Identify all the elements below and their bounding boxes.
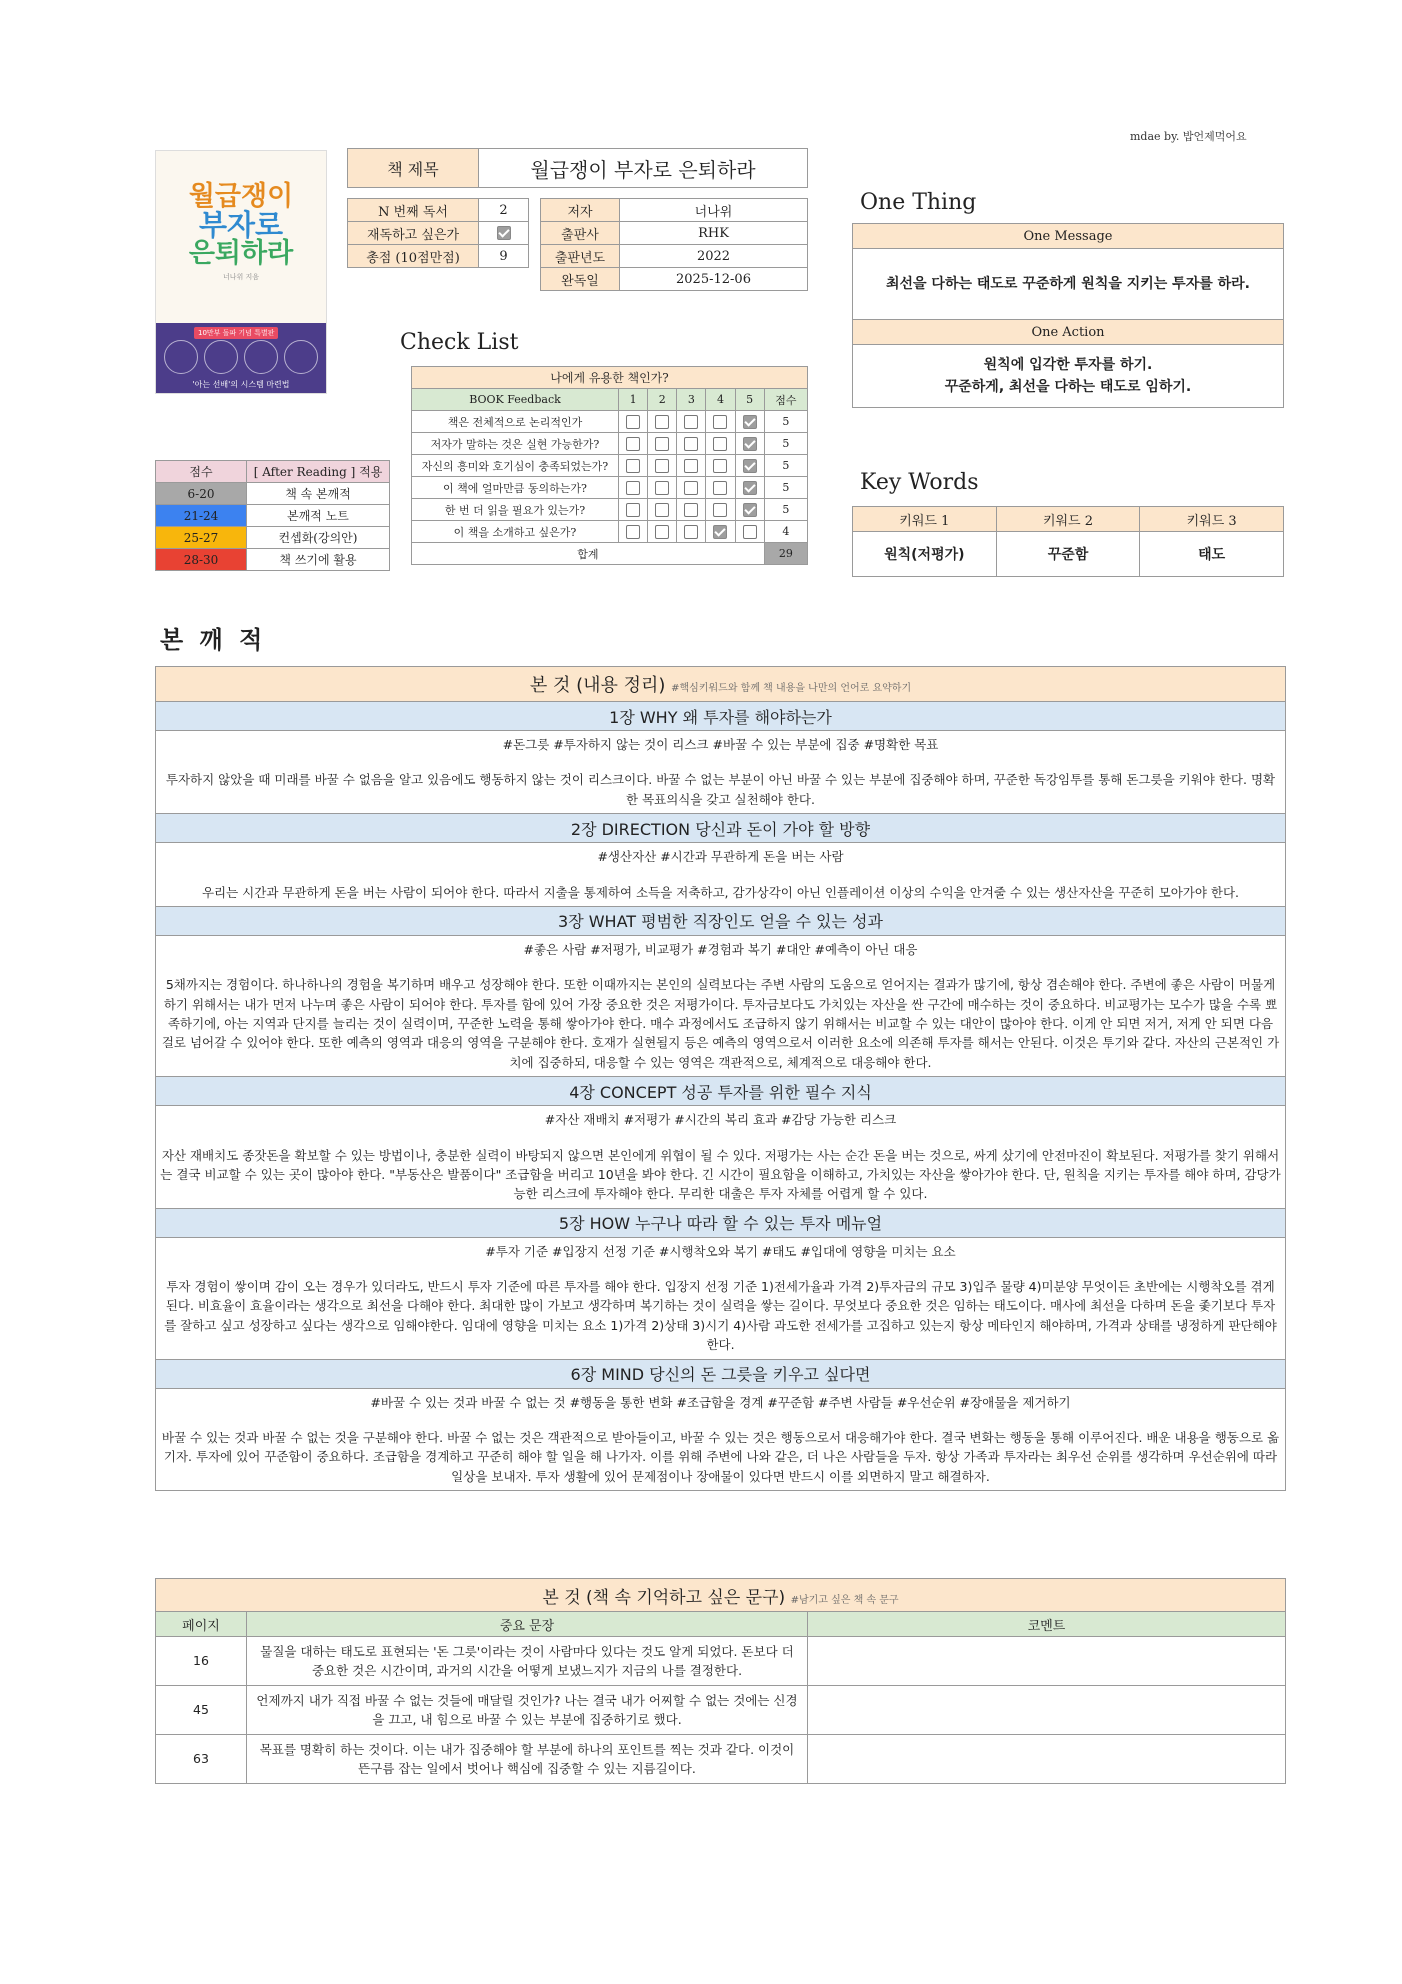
feedback-checkbox[interactable]	[713, 459, 727, 473]
cover-title-line1: 월급쟁이	[188, 181, 294, 212]
legend-row	[156, 527, 390, 549]
one-message-value: 최선을 다하는 태도로 꾸준하게 원칙을 지키는 투자를 하라.	[853, 249, 1284, 320]
legend-row	[156, 505, 390, 527]
feedback-checkbox[interactable]	[684, 481, 698, 495]
summary-subtitle: #핵심키워드와 함께 책 내용을 나만의 언어로 요약하기	[671, 683, 912, 694]
check-score: 5	[764, 499, 807, 521]
keyword-2-value: 꾸준함	[996, 532, 1140, 577]
quote-comment[interactable]	[808, 1735, 1286, 1784]
feedback-checkbox[interactable]	[743, 503, 757, 517]
check-row	[412, 455, 808, 477]
cover-title-line2: 부자로	[198, 207, 284, 242]
check-cell	[677, 499, 706, 521]
check-cell	[619, 521, 648, 543]
check-cell	[706, 477, 735, 499]
check-question: 자신의 흥미와 호기심이 충족되었는가?	[412, 455, 619, 477]
check-total-value: 29	[764, 543, 807, 565]
quotes-col-comment: 코멘트	[808, 1612, 1286, 1637]
check-cell	[677, 433, 706, 455]
chapter-tags: #좋은 사람 #저평가, 비교평가 #경험과 복기 #대안 #예측이 아닌 대응	[523, 941, 918, 957]
check-cell	[706, 433, 735, 455]
legend-range: 25-27	[156, 527, 247, 549]
quotes-subtitle: #남기고 싶은 책 속 문구	[790, 1594, 899, 1606]
feedback-checkbox[interactable]	[626, 503, 640, 517]
check-question: 저자가 말하는 것은 실현 가능한가?	[412, 433, 619, 455]
finished-label: 완독일	[541, 268, 620, 291]
quote-row	[156, 1686, 1286, 1735]
quotes-title: 본 것 (책 속 기억하고 싶은 문구)	[542, 1587, 786, 1608]
chapter-tags: #자산 재배치 #저평가 #시간의 복리 효과 #감당 가능한 리스크	[544, 1112, 897, 1128]
legend-range: 28-30	[156, 549, 247, 571]
check-list-title: 나에게 유용한 책인가?	[412, 367, 808, 389]
feedback-checkbox[interactable]	[655, 437, 669, 451]
keyword-3-label: 키워드 3	[1140, 507, 1284, 532]
legend-header-apply: [ After Reading ] 적용	[247, 461, 390, 483]
check-cell	[677, 477, 706, 499]
check-cell	[648, 411, 677, 433]
finished-value: 2025-12-06	[620, 268, 808, 291]
check-cell	[735, 499, 764, 521]
feedback-checkbox[interactable]	[743, 437, 757, 451]
quotes-col-page: 페이지	[156, 1612, 247, 1637]
check-row	[412, 411, 808, 433]
quote-comment[interactable]	[808, 1686, 1286, 1735]
check-question: 이 책에 얼마만큼 동의하는가?	[412, 477, 619, 499]
check-col-5: 5	[735, 389, 764, 411]
quote-sentence: 언제까지 내가 직접 바꿀 수 없는 것들에 매달릴 것인가? 나는 결국 내가 어찌할 수 없는 것에는 신경을 끄고, 내 힘으로 바꿀 수 있는 부분에 집중하기로 했다.	[247, 1686, 808, 1735]
reread-checkbox-cell	[479, 222, 529, 245]
book-title-table	[347, 148, 808, 188]
cover-tag: 10만부 돌파 기념 특별판	[194, 327, 278, 339]
check-cell	[619, 477, 648, 499]
check-row	[412, 521, 808, 543]
chapter-tags: #생산자산 #시간과 무관하게 돈을 버는 사람	[597, 849, 844, 865]
check-question: 이 책을 소개하고 싶은가?	[412, 521, 619, 543]
author-value: 너나위	[620, 199, 808, 222]
chapter-body: 투자하지 않았을 때 미래를 바꿀 수 없음을 알고 있음에도 행동하지 않는 것이 리스크이다. 바꿀 수 없는 부분이 아닌 바꿀 수 있는 부분에 집중해야 하며, 꾸준한 독강임투를 통해 돈그릇을 키워야 한다. 명확한 목표의식을 갖고 실천해야 한다.	[165, 772, 1276, 807]
check-cell	[706, 411, 735, 433]
one-action-line2: 꾸준하게, 최선을 다하는 태도로 임하기.	[944, 379, 1192, 395]
feedback-checkbox[interactable]	[713, 415, 727, 429]
check-row	[412, 433, 808, 455]
check-cell	[619, 411, 648, 433]
read-count-value: 2	[479, 199, 529, 222]
check-list-heading: Check List	[400, 330, 519, 355]
cover-title-line3: 은퇴하라	[188, 238, 294, 270]
feedback-checkbox[interactable]	[684, 459, 698, 473]
feedback-checkbox[interactable]	[713, 481, 727, 495]
feedback-checkbox[interactable]	[743, 525, 757, 539]
check-cell	[648, 455, 677, 477]
keyword-1-label: 키워드 1	[853, 507, 997, 532]
check-cell	[735, 477, 764, 499]
legend-row	[156, 549, 390, 571]
check-score: 5	[764, 411, 807, 433]
check-cell	[706, 499, 735, 521]
title-label: 책 제목	[348, 149, 479, 188]
credit-text: mdae by. 밥언제먹어요	[1130, 130, 1247, 143]
check-cell	[619, 433, 648, 455]
check-score: 4	[764, 521, 807, 543]
chapter-title: 4장 CONCEPT 성공 투자를 위한 필수 지식	[156, 1077, 1286, 1106]
check-score: 5	[764, 477, 807, 499]
legend-apply: 책 쓰기에 활용	[247, 549, 390, 571]
quote-row	[156, 1735, 1286, 1784]
keyword-3-value: 태도	[1140, 532, 1284, 577]
check-cell	[735, 521, 764, 543]
title-value: 월급쟁이 부자로 은퇴하라	[479, 149, 808, 188]
quotes-header	[156, 1579, 1286, 1612]
quote-sentence: 물질을 대하는 태도로 표현되는 '돈 그릇'이라는 것이 사람마다 있다는 것도 알게 되었다. 돈보다 더 중요한 것은 시간이며, 과거의 시간을 어떻게 보냈느지가 지금의 나를 결정한다.	[247, 1637, 808, 1686]
score-value: 9	[479, 245, 529, 268]
check-list-table	[411, 366, 808, 565]
book-meta-table	[540, 198, 808, 291]
publisher-label: 출판사	[541, 222, 620, 245]
one-thing-heading: One Thing	[860, 190, 977, 215]
check-col-2: 2	[648, 389, 677, 411]
legend-apply: 본깨적 노트	[247, 505, 390, 527]
cover-bottom-band	[156, 323, 326, 393]
check-cell	[706, 455, 735, 477]
score-legend-table	[155, 460, 390, 571]
feedback-checkbox[interactable]	[655, 525, 669, 539]
check-cell	[648, 521, 677, 543]
check-cell	[648, 477, 677, 499]
quote-page: 16	[156, 1637, 247, 1686]
read-count-label: N 번째 독서	[348, 199, 479, 222]
reading-info-table	[347, 198, 529, 268]
check-col-1: 1	[619, 389, 648, 411]
check-cell	[735, 455, 764, 477]
cover-author: 너나위 지음	[222, 272, 260, 281]
one-thing-table	[852, 223, 1284, 408]
check-row	[412, 499, 808, 521]
feedback-checkbox[interactable]	[684, 437, 698, 451]
bonkkaejeok-heading: 본 깨 적	[160, 626, 267, 654]
one-message-label: One Message	[853, 224, 1284, 249]
check-col-4: 4	[706, 389, 735, 411]
chapter-body: 자산 재배치도 종잣돈을 확보할 수 있는 방법이나, 충분한 실력이 바탕되지 않으면 본인에게 위협이 될 수 있다. 저평가는 사는 순간 돈을 버는 것으로, 싸게 샀기에 안전마진이 확보된다. 저평가를 찾기 위해서는 결국 비교할 수 있는 곳이 많아야 한다. "부동산은 발품이다" 조급함을 버리고 10년을 봐야 한다. 긴 시간이 필요함을 이해하고, 가치있는 자산을 쌓아가야 한다. 단, 원칙을 지키는 투자를 해야 하며, 감당가능한 리스크에 투자해야 한다. 무리한 대출은 투자 자체를 어렵게 할 수 있다.	[160, 1147, 1281, 1202]
check-row	[412, 477, 808, 499]
legend-header-score: 점수	[156, 461, 247, 483]
cover-subtitle: '아는 선배'의 시스템 마련법	[192, 380, 290, 389]
feedback-checkbox[interactable]	[655, 459, 669, 473]
chapter-body-cell	[156, 1237, 1286, 1359]
check-question: 한 번 더 읽을 필요가 있는가?	[412, 499, 619, 521]
feedback-checkbox[interactable]	[743, 481, 757, 495]
check-col-3: 3	[677, 389, 706, 411]
feedback-checkbox[interactable]	[655, 415, 669, 429]
feedback-checkbox[interactable]	[626, 437, 640, 451]
check-cell	[648, 433, 677, 455]
summary-title: 본 것 (내용 정리)	[529, 675, 666, 696]
key-words-heading: Key Words	[860, 470, 979, 495]
chapter-body-cell	[156, 935, 1286, 1076]
quote-sentence: 목표를 명확히 하는 것이다. 이는 내가 집중해야 할 부분에 하나의 포인트를 찍는 것과 같다. 이것이 뜬구름 잡는 일에서 벗어나 핵심에 집중할 수 있는 지름길이다.	[247, 1735, 808, 1784]
check-question: 책은 전체적으로 논리적인가	[412, 411, 619, 433]
chapter-title: 1장 WHY 왜 투자를 해야하는가	[156, 702, 1286, 731]
chapter-body: 투자 경험이 쌓이며 감이 오는 경우가 있더라도, 반드시 투자 기준에 따른 투자를 해야 한다. 입장지 선정 기준 1)전세가율과 가격 2)투자금의 규모 3)입주 물량 4)미분양 무엇이든 초반에는 시행착오를 겪게 된다. 비효율이 효율이라는 생각으로 최선을 다해야 한다. 최대한 많이 가보고 생각하며 복기하는 것이 실력을 쌓는 길이다. 무엇보다 중요한 것은 임하는 태도이다. 매사에 최선을 다하며 돈을 좇기보다 투자를 잘하고 싶고 성장하고 싶다는 생각으로 임해야한다. 임대에 영향을 미치는 요소 1)가격 2)상태 3)시기 4)사람 과도한 전세가를 고집하고 있는지 항상 메타인지 해야하며, 가격과 상태를 냉정하게 판단해야 한다.	[164, 1279, 1277, 1353]
feedback-checkbox[interactable]	[713, 437, 727, 451]
check-cell	[735, 411, 764, 433]
book-cover-image	[155, 150, 327, 394]
legend-range: 21-24	[156, 505, 247, 527]
one-action-label: One Action	[853, 320, 1284, 345]
legend-apply: 책 속 본깨적	[247, 483, 390, 505]
check-cell	[706, 521, 735, 543]
legend-range: 6-20	[156, 483, 247, 505]
feedback-checkbox[interactable]	[626, 525, 640, 539]
summary-header	[156, 667, 1286, 702]
check-score: 5	[764, 455, 807, 477]
feedback-checkbox[interactable]	[684, 525, 698, 539]
check-col-label: BOOK Feedback	[412, 389, 619, 411]
chapter-body-cell	[156, 843, 1286, 907]
check-cell	[677, 411, 706, 433]
score-label: 총점 (10점만점)	[348, 245, 479, 268]
chapter-body-cell	[156, 1388, 1286, 1491]
one-action-line1: 원칙에 입각한 투자를 하기.	[983, 356, 1153, 373]
chapter-title: 2장 DIRECTION 당신과 돈이 가야 할 방향	[156, 814, 1286, 843]
chapter-body-cell	[156, 1106, 1286, 1209]
feedback-checkbox[interactable]	[684, 415, 698, 429]
feedback-checkbox[interactable]	[655, 481, 669, 495]
chapter-title: 3장 WHAT 평범한 직장인도 얻을 수 있는 성과	[156, 906, 1286, 935]
chapter-title: 5장 HOW 누구나 따라 할 수 있는 투자 메뉴얼	[156, 1208, 1286, 1237]
keyword-2-label: 키워드 2	[996, 507, 1140, 532]
legend-row	[156, 483, 390, 505]
check-cell	[619, 499, 648, 521]
chapter-title: 6장 MIND 당신의 돈 그릇을 키우고 싶다면	[156, 1359, 1286, 1388]
check-cell	[677, 521, 706, 543]
chapter-tags: #바꿀 수 있는 것과 바꿀 수 없는 것 #행동을 통한 변화 #조급함을 경계 #꾸준함 #주변 사람들 #우선순위 #장애물을 제거하기	[370, 1394, 1071, 1410]
year-value: 2022	[620, 245, 808, 268]
keyword-1-value: 원칙(저평가)	[853, 532, 997, 577]
feedback-checkbox[interactable]	[713, 503, 727, 517]
quotes-table	[155, 1578, 1286, 1784]
check-total-label: 합계	[412, 543, 765, 565]
key-words-table	[852, 506, 1284, 577]
feedback-checkbox[interactable]	[713, 525, 727, 539]
check-cell	[677, 455, 706, 477]
one-action-value	[853, 345, 1284, 408]
feedback-checkbox[interactable]	[655, 503, 669, 517]
check-score: 5	[764, 433, 807, 455]
legend-apply: 컨셉화(강의안)	[247, 527, 390, 549]
reread-checkbox[interactable]	[497, 226, 511, 240]
reread-label: 재독하고 싶은가	[348, 222, 479, 245]
publisher-value: RHK	[620, 222, 808, 245]
feedback-checkbox[interactable]	[743, 415, 757, 429]
quote-page: 63	[156, 1735, 247, 1784]
feedback-checkbox[interactable]	[626, 415, 640, 429]
check-cell	[619, 455, 648, 477]
quote-comment[interactable]	[808, 1637, 1286, 1686]
quotes-col-sentence: 중요 문장	[247, 1612, 808, 1637]
feedback-checkbox[interactable]	[684, 503, 698, 517]
quote-page: 45	[156, 1686, 247, 1735]
chapter-tags: #투자 기준 #입장지 선정 기준 #시행착오와 복기 #태도 #입대에 영향을 미치는 요소	[485, 1243, 956, 1259]
chapter-tags: #돈그릇 #투자하지 않는 것이 리스크 #바꿀 수 있는 부분에 집중 #명확한 목표	[502, 737, 939, 752]
check-col-score: 점수	[764, 389, 807, 411]
chapter-body: 5채까지는 경험이다. 하나하나의 경험을 복기하며 배우고 성장해야 한다. 또한 이때까지는 본인의 실력보다는 주변 사람의 도움으로 얻어지는 결과가 많기에, 항상 겸손해야 한다. 주변에 좋은 사람이 머물게 하기 위해서는 내가 먼저 나누며 좋은 사람이 되어야 한다. 투자를 함에 있어 가장 중요한 것은 저평가이다. 투자금보다도 가치있는 자산을 싼 구간에 매수하는 것이 중요하다. 비교평가는 모수가 많을 수록 뾰족하기에, 아는 지역과 단지를 늘리는 것이 실력이며, 꾸준한 노력을 통해 쌓아가야 한다. 매수 과정에서도 조급하지 않기 위해서는 비교할 수 있는 대안이 많아야 한다. 이게 안 되면 저거, 저게 안 되면 다음 걸로 넘어갈 수 있어야 한다. 또한 예측의 영역과 대응의 영역을 구분해야 한다. 호재가 실현될지 등은 예측의 영역으로서 이러한 요소에 의존해 투자를 해서는 안된다. 이것은 투기와 같다. 자산의 근본적인 가치에 집중하되, 대응할 수 있는 영역은 객관적으로, 체계적으로 대응해야 한다.	[161, 977, 1280, 1070]
feedback-checkbox[interactable]	[626, 481, 640, 495]
cover-circles	[164, 340, 318, 374]
feedback-checkbox[interactable]	[743, 459, 757, 473]
check-cell	[735, 433, 764, 455]
author-label: 저자	[541, 199, 620, 222]
chapter-body: 바꿀 수 있는 것과 바꿀 수 없는 것을 구분해야 한다. 바꿀 수 없는 것은 객관적으로 받아들이고, 바꿀 수 있는 것은 행동으로서 대응해가야 한다. 결국 변화는 행동을 통해 이루어진다. 배운 내용을 행동으로 옮기자. 투자에 있어 꾸준함이 중요하다. 조급함을 경계하고 꾸준히 해야 할 일을 해 나가자. 이를 위해 주변에 나와 같은, 더 나은 사람들을 두자. 항상 가족과 투자라는 최우선 순위를 생각하며 우선순위에 따라 일상을 보내자. 투자 생활에 있어 문제점이나 장애물이 있다면 반드시 이를 외면하지 말고 해결하자.	[161, 1429, 1280, 1484]
chapter-body-cell	[156, 731, 1286, 814]
summary-table	[155, 666, 1286, 1491]
feedback-checkbox[interactable]	[626, 459, 640, 473]
check-cell	[648, 499, 677, 521]
chapter-body: 우리는 시간과 무관하게 돈을 버는 사람이 되어야 한다. 따라서 지출을 통제하여 소득을 저축하고, 감가상각이 아닌 인플레이션 이상의 수익을 안겨줄 수 있는 생산자산을 꾸준히 모아가야 한다.	[201, 884, 1240, 900]
quote-row	[156, 1637, 1286, 1686]
year-label: 출판년도	[541, 245, 620, 268]
